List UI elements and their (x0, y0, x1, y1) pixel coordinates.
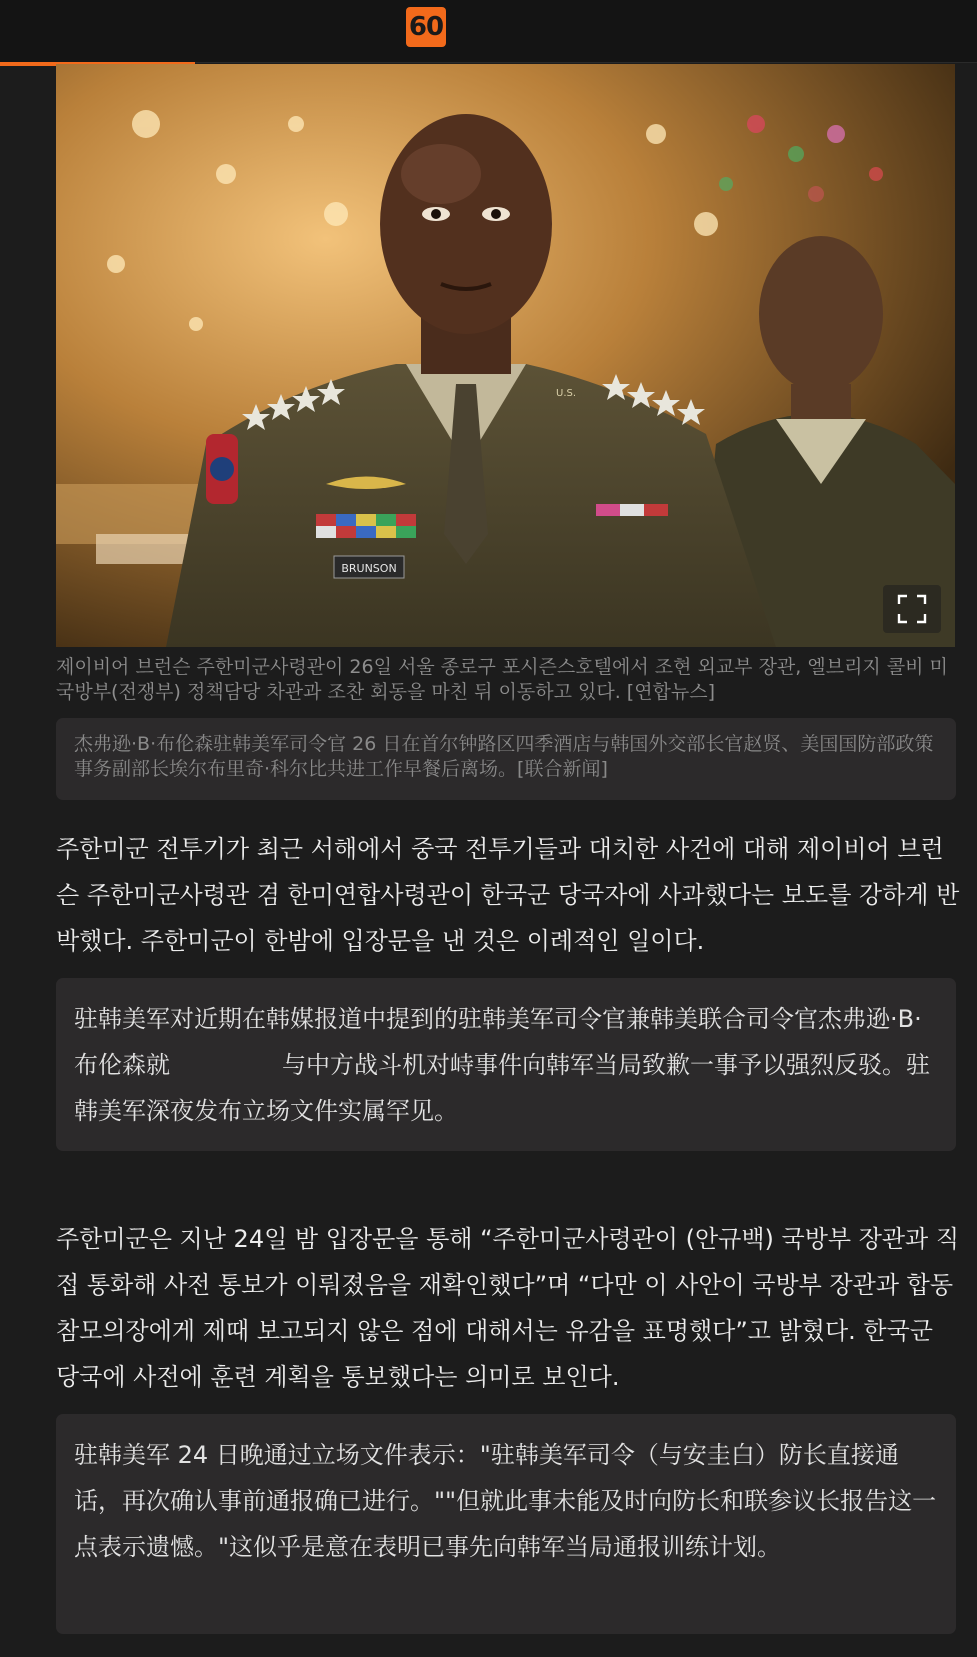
translation-1-part-a: 驻韩美军对近期在韩媒报道中提到的驻韩美军司令官兼韩美联合司令官杰弗逊·B·布伦森就 (74, 1005, 922, 1079)
photo-caption-chinese: 杰弗逊·B·布伦森驻韩美军司令官 26 日在首尔钟路区四季酒店与韩国外交部长官赵贤、美国国防部政策事务副部长埃尔布里奇·科尔比共进工作早餐后离场。[联合新闻] (74, 733, 934, 780)
nameplate-text: BRUNSON (341, 562, 397, 575)
photo-caption-translation-box (56, 718, 956, 800)
article-paragraph-2-chinese: 驻韩美军 24 日晚通过立场文件表示："驻韩美军司令（与安圭白）防长直接通话，再次确认事前通报确已进行。""但就此事未能及时向防长和联参议长报告这一点表示遗憾。"这似乎是意在表明已事先向韩军当局通报训练计划。 (74, 1441, 937, 1561)
translation-box-1 (56, 978, 956, 1151)
translation-1-part-b: 与中方战斗机对峙事件向韩军当局致歉一事予以强烈反驳。驻韩美军深夜发布立场文件实属罕见。 (74, 1051, 930, 1125)
photo-caption-korean: 제이비어 브런슨 주한미군사령관이 26일 서울 종로구 포시즌스호텔에서 조현 외교부 장관, 엘브리지 콜비 미국방부(전쟁부) 정책담당 차관과 조찬 회동을 마친 뒤 이동하고 있다. [연합뉴스] (56, 656, 948, 703)
site-logo[interactable] (400, 8, 446, 46)
photo-illustration (56, 64, 955, 647)
top-bar (0, 0, 977, 63)
article-paragraph-1-chinese (74, 996, 938, 1134)
article-paragraph-1-korean: 주한미군 전투기가 최근 서해에서 중국 전투기들과 대치한 사건에 대해 제이비어 브런슨 주한미군사령관 겸 한미연합사령관이 한국군 당국자에 사과했다는 보도를 강하게 반박했다. 주한미군이 한밤에 입장문을 낸 것은 이례적인 일이다. (56, 835, 960, 955)
collar-text: U.S. (556, 388, 577, 399)
article-photo[interactable] (56, 64, 955, 647)
expand-icon (897, 594, 927, 624)
expand-photo-button[interactable] (883, 585, 941, 633)
translation-box-2 (56, 1414, 956, 1634)
logo-badge: 60 (406, 7, 446, 47)
article-paragraph-2-korean: 주한미군은 지난 24일 밤 입장문을 통해 “주한미군사령관이 (안규백) 국방부 장관과 직접 통화해 사전 통보가 이뤄졌음을 재확인했다”며 “다만 이 사안이 국방부 장관과 합동참모의장에게 제때 보고되지 않은 점에 대해서는 유감을 표명했다”고 밝혔다. 한국군 당국에 사전에 훈련 계획을 통보했다는 의미로 보인다. (56, 1225, 960, 1391)
